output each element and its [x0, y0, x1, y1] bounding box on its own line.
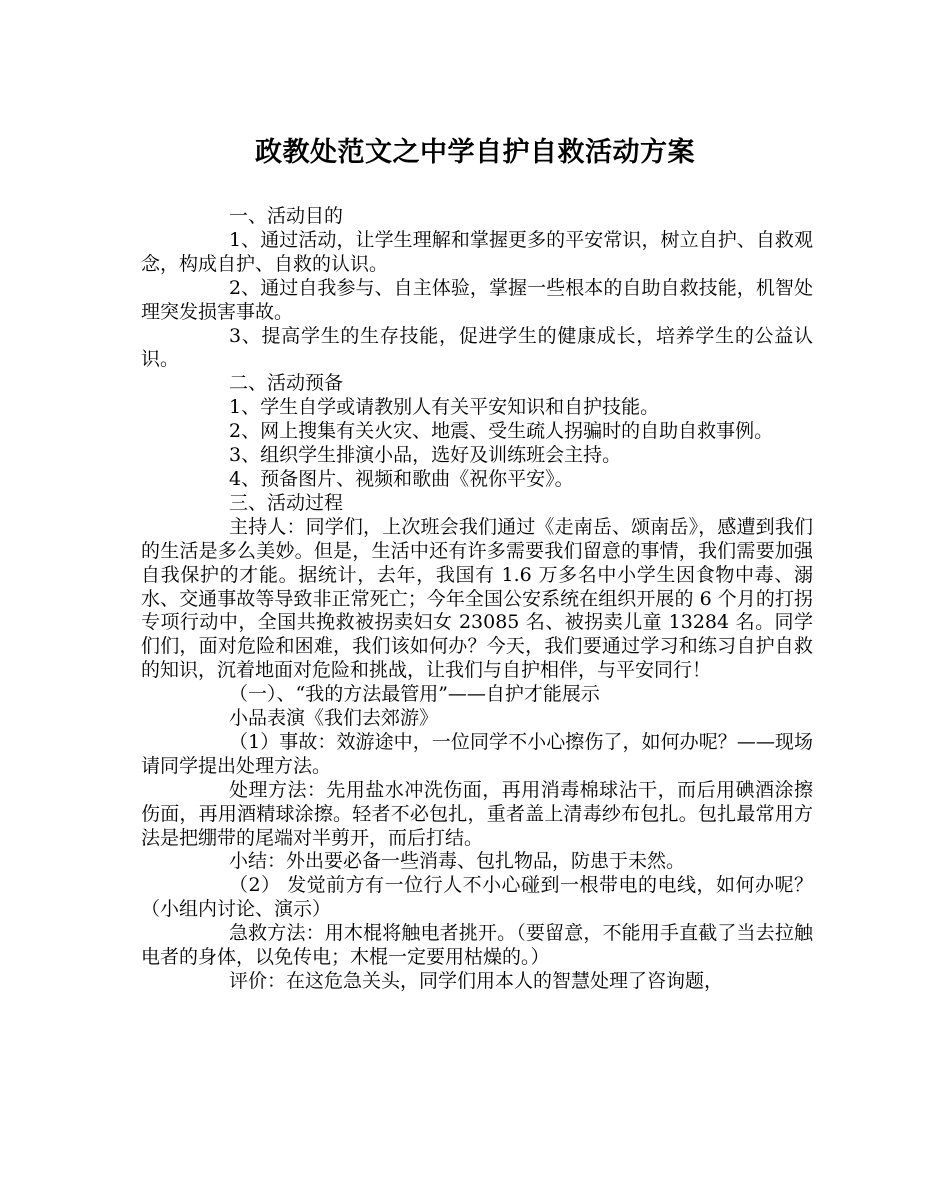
paragraph: 1、学生自学或请教别人有关平安知识和自护技能。 [229, 396, 660, 419]
document-body [141, 205, 813, 994]
paragraph: 主持人：同学们，上次班会我们通过《走南岳、颂南岳》，感遭到我们的生活是多么美妙。但是，生活中还有许多需要我们留意的事情，我们需要加强自我保护的才能。据统计，去年，我国有 1.6 万多名中小学生因食物中毒、溺水、交通事故等导致非正常死亡；今年全国公安系统在组织开展的 6 个月的打拐专项行动中，全国共挽救被拐卖妇女 23085 名、被拐卖儿童 13284 名。同学们们，面对危险和困难，我们该如何办？今天，我们要通过学习和练习自护自救的知识，沉着地面对危险和挑战，让我们与自护相伴，与平安同行！ [141, 515, 813, 682]
section-heading: 三、活动过程 [229, 491, 344, 514]
paragraph: 处理方法：先用盐水冲洗伤面，再用消毒棉球沾干，而后用碘酒涂擦伤面，再用酒精球涂擦。轻者不必包扎，重者盖上清毒纱布包扎。包扎最常用方法是把绷带的尾端对半剪开，而后打结。 [141, 778, 813, 849]
paragraph: 小品表演《我们去郊游》 [229, 707, 439, 730]
paragraph: 2、网上搜集有关火灾、地震、受生疏人拐骗时的自助自救事例。 [229, 420, 774, 443]
section-heading: 二、活动预备 [229, 372, 344, 395]
subsection-heading: （一）、“我的方法最管用”——自护才能展示 [229, 683, 600, 706]
paragraph: （2） 发觉前方有一位行人不小心碰到一根带电的电线，如何办呢？（小组内讨论、演示） [141, 874, 813, 921]
document-title: 政教处范文之中学自护自救活动方案 [255, 137, 695, 168]
paragraph: 评价：在这危急关头，同学们用本人的智慧处理了咨询题， [229, 970, 724, 992]
paragraph: 2、通过自我参与、自主体验，掌握一些根本的自助自救技能，机智处理突发损害事故。 [141, 276, 813, 323]
paragraph: 小结：外出要必备一些消毒、包扎物品，防患于未然。 [229, 850, 686, 873]
paragraph: 1、通过活动，让学生理解和掌握更多的平安常识，树立自护、自救观念，构成自护、自救的认识。 [141, 228, 813, 275]
paragraph: 急救方法：用木棍将触电者挑开。（要留意，不能用手直截了当去拉触电者的身体，以免传电；木棍一定要用枯燥的。） [141, 922, 813, 969]
paragraph: 4、预备图片、视频和歌曲《祝你平安》。 [229, 467, 574, 490]
paragraph: 3、提高学生的生存技能，促进学生的健康成长，培养学生的公益认识。 [141, 324, 813, 371]
paragraph: （1）事故：效游途中，一位同学不小心擦伤了，如何办呢？——现场请同学提出处理方法。 [141, 730, 813, 777]
paragraph: 3、组织学生排演小品，选好及训练班会主持。 [229, 444, 622, 467]
section-heading: 一、活动目的 [229, 205, 344, 227]
